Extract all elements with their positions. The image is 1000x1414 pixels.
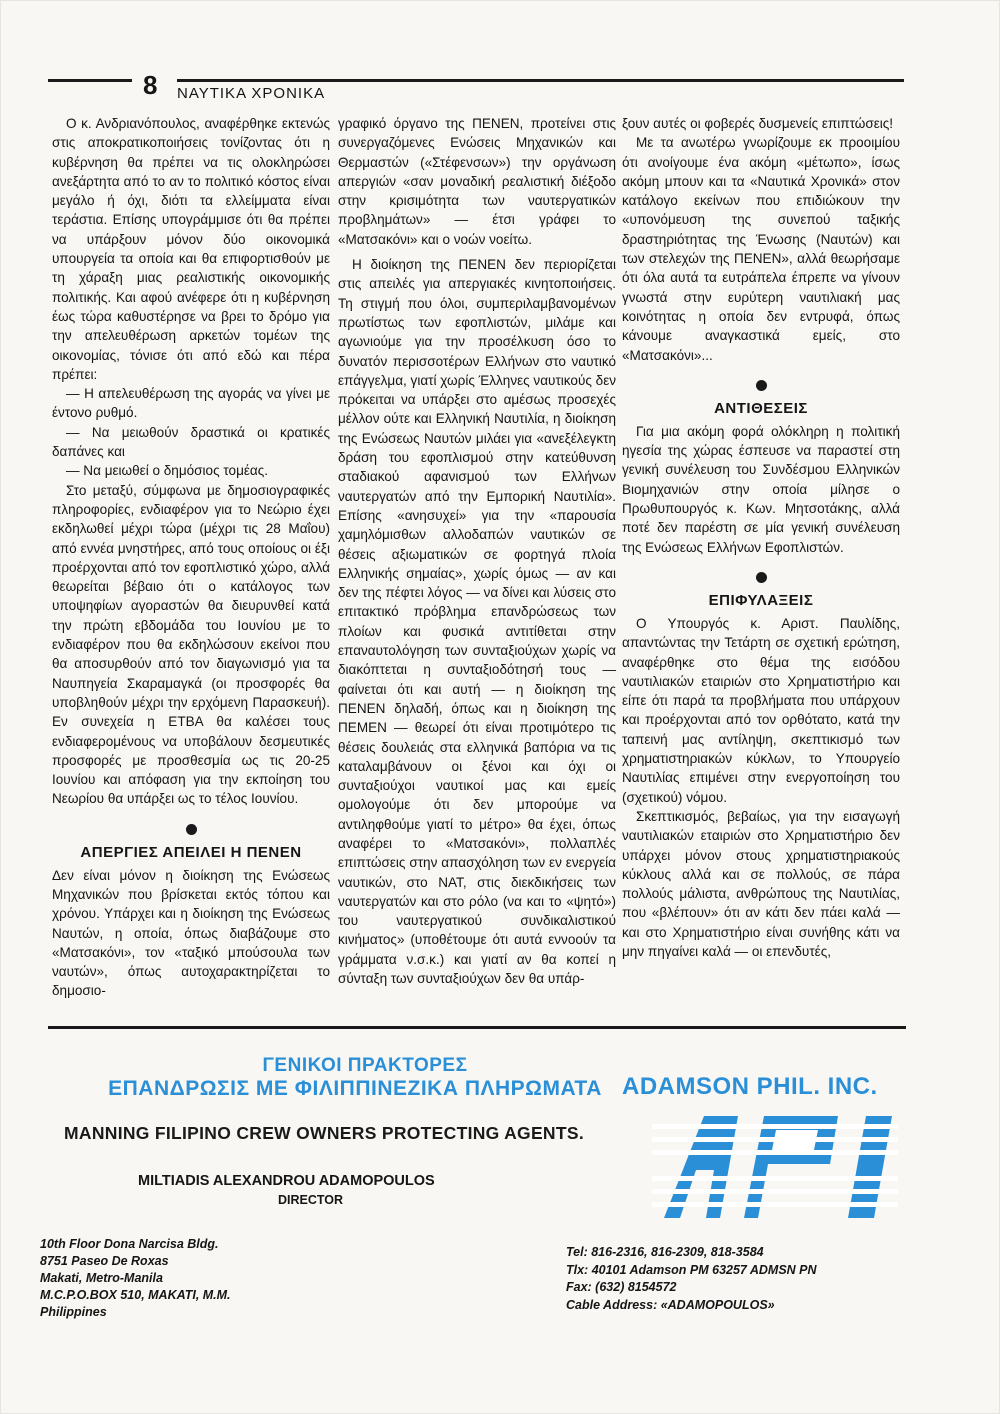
section-bullet [756, 572, 767, 583]
address-line: 10th Floor Dona Narcisa Bldg. [40, 1237, 219, 1251]
advert-top-rule [48, 1026, 906, 1029]
publication-title: ΝΑΥΤΙΚΑ ΧΡΟΝΙΚΑ [177, 85, 326, 102]
header-rule-left [48, 79, 132, 82]
paragraph: Ο Υπουργός κ. Αριστ. Παυλίδης, απαντώντας την Τετάρτη σε σχετική ερώτηση, αναφέρθηκε στο θέμα της εισόδου ναυτιλιακών εταιριών στο Χρηματιστήριο και είπε ότι παρά τα προβλήματα που υπάρχουν και προέρχονται από τον ορθότατο, κατά την ταπεινή μας αντίληψη, σκεπτικισμό των χρηματιστηριακών κύκλων, το Υπουργείο Ναυτιλίας επιμένει στην ενεργοποίηση του (σχετικού) νόμου. [622, 615, 900, 805]
section-heading: ΑΝΤΙΘΕΣΕΙΣ [714, 399, 808, 417]
section-bullet [186, 824, 197, 835]
contact-line: Tel: 816-2316, 816-2309, 818-3584 [566, 1245, 764, 1259]
header-rule-right [177, 79, 904, 82]
paragraph: Η διοίκηση της ΠΕΝΕΝ δεν περιορίζεται στις απειλές για απεργιακές κινητοποιήσεις. Τη στιγμή που όλοι, συμπεριλαμβανομένων πρωτίστως των εφοπλιστών, μιλάμε και αγωνιούμε για την προσέλκυση όσο το δυνατόν περισσοτέρων Ελλήνων στο ναυτικό επάγγελμα, γιατί χωρίς Έλληνες ναυτικούς δεν πρόκειται να υπάρξει στο αμέσως προσεχές μέλλον ούτε και Ελληνική Ναυτιλία, η διοίκηση της Ενώσεως Ναυτών μιλάει για «ανεξέλεγκτη δράση του εφοπλισμού στην κατεύθυνση σταδιακού αφανισμού των Ελλήνων ναυτεργατών από την Εμπορική Ναυτιλία». Επίσης «ανησυχεί» για την «παρουσία χαμηλόμισθων αλλοδαπών ναυτικών σε θέσεις αξιωματικών σε φορτηγά πλοία Ελληνικής σημαίας», χωρίς όμως — αν και δεν της πέφτει λόγος — να δίνει και λύσεις στο επιτακτικό πρόβλημα επανδρώσεως των πλοίων και φυσικά αντιτίθεται στην επαναυτολόγηση των συνταξιούχων χωρίς να διακόπτεται η συνταξιοδότησή τους — φαίνεται ότι και αυτή — η διοίκηση της ΠΕΝΕΝ δηλαδή, όπως και η διοίκηση της ΠΕΜΕΝ — θεωρεί ότι είναι προτιμότερο τις θέσεις δουλειάς στα ελληνικά βαπόρια να τις καταλαμβάνουν οι ξένοι και όχι οι συνταξιούχοι ναυτικοί μας και εμείς ομολογούμε ότι δεν μπορούμε να αντιληφθούμε γιατί το μέτρο» θα έχει, όπως αναφέρει το «Ματσακόνι», πολλαπλές επιπτώσεις στην απασχόληση των εν ενεργεία ναυτικών, στο ΝΑΤ, στις διεκδικήσεις των ναυτεργατών και στο ρόλο (να και το «ψητό») του ναυτεργατικού συνδικαλιστικού κινήματος» (υποθέτουμε ότι αυτά εννοούν τα γράμματα ν.σ.κ.) και γιατί αν θα κοπεί η σύνταξη των συνταξιούχων δεν θα υπάρ- [338, 257, 617, 987]
article-column-3 [622, 114, 900, 961]
paragraph: — Η απελευθέρωση της αγοράς να γίνει με έντονο ρυθμό. [52, 386, 330, 421]
paragraph: γραφικό όργανο της ΠΕΝΕΝ, προτείνει στις συνεργαζόμενες Ενώσεις Μηχανικών και Θερμαστών («Στέφενσων») την οργάνωση απεργιών «σαν μοναδική ρεαλιστική διέξοδο στην κρισιμότητα των ναυτεργατικών προβλημάτων» — έτσι γράφει το «Ματσακόνι» και ο νοών νοείτω. [338, 116, 616, 247]
article-column-2 [338, 114, 616, 988]
address-line: Philippines [40, 1305, 107, 1319]
section-heading: ΑΠΕΡΓΙΕΣ ΑΠΕΙΛΕΙ Η ΠΕΝΕΝ [80, 843, 302, 861]
contact-line: Fax: (632) 8154572 [566, 1280, 677, 1294]
section-bullet [756, 380, 767, 391]
article-column-1 [52, 114, 330, 1001]
paragraph: Με τα ανωτέρω γνωρίζουμε εκ προοιμίου ότι ανοίγουμε ένα ακόμη «μέτωπο», ίσως ακόμη μπουν και τα «Ναυτικά Χρονικά» στον κατάλογο εκείνων που επιδιώκουν την «υπονόμευση της συνεπού ταξικής δραστηριότητας της Ένωσης (Ναυτών) και των στελεχών της ΠΕΝΕΝ», αλλά θεωρήσαμε ότι όλα αυτά τα ευτράπελα έπρεπε να γίνουν γνωστά στην ευρύτερη ναυτιλιακή μας κοινότητας η οποία δεν εντρυφά, όπως κάνουμε αναγκαστικά εμείς, στο «Ματσακόνι»... [622, 135, 900, 363]
advert-director-title: DIRECTOR [278, 1193, 344, 1207]
address-line: 8751 Paseo De Roxas [40, 1254, 169, 1268]
paragraph: Στο μεταξύ, σύμφωνα με δημοσιογραφικές πληροφορίες, ενδιαφέρον για το Νεώριο έχει εκδηλωθεί μέχρι τώρα (μέχρι τις 28 Μαΐου) από εννέα μνηστήρες, από τους οποίους οι έξι προέρχονται από τον εφοπλιστικό χώρο, αλλά θεωρείται βέβαιο ότι ο κατάλογος των υποψηφίων αγοραστών θα διευρυνθεί κατά την πρώτη εβδομάδα του Ιουνίου με το ενδιαφέρον που θα εκδηλώσουν εκείνοι που θα αποσυρθούν από τον διαγωνισμό για τα Ναυπηγεία Σκαραμαγκά (οι προσφορές θα υποβληθούν μέχρι την ερχόμενη Παρασκευή). Εν συνεχεία η ΕΤΒΑ θα καλέσει τους ενδιαφερομένους να υποβάλουν δεσμευτικές προσφορές με προσθεσμία ως τις 20-25 Ιουνίου και απόφαση για την εκποίηση του Νεωρίου θα υπάρξει ως το τέλος Ιουνίου. [52, 482, 330, 807]
paragraph: — Να μειωθούν δραστικά οι κρατικές δαπάνες και [52, 424, 330, 460]
advert-contact [566, 1244, 817, 1314]
advert-greek-title: ΓΕΝΙΚΟΙ ΠΡΑΚΤΟΡΕΣ [262, 1055, 468, 1076]
page-number: 8 [143, 70, 158, 100]
advert-greek-subtitle: ΕΠΑΝΔΡΩΣΙΣ ΜΕ ΦΙΛΙΠΠΙΝΕΖΙΚΑ ΠΛΗΡΩΜΑΤΑ [108, 1077, 602, 1100]
paragraph: ξουν αυτές οι φοβερές δυσμενείς επιπτώσεις! [622, 116, 894, 131]
advert-address [40, 1236, 231, 1321]
paragraph: Δεν είναι μόνον η διοίκηση της Ενώσεως Μηχανικών που βρίσκεται εκτός τόπου και χρόνου. Υπάρχει και η διοίκηση της Ενώσεως Ναυτών, η οποία, όπως διαβάζουμε στο «Ματσακόνι», τον «ταξικό μπούσουλα των ναυτών», όπως αυτοχαρακτηρίζεται το δημοσιο- [52, 867, 330, 999]
api-logo-icon [652, 1110, 898, 1222]
advert-director-name: MILTIADIS ALEXANDROU ADAMOPOULOS [138, 1173, 435, 1189]
contact-line: Tlx: 40101 Adamson PM 63257 ADMSN PN [566, 1262, 817, 1277]
paragraph: Σκεπτικισμός, βεβαίως, για την εισαγωγή ναυτιλιακών εταιριών στο Χρηματιστήριο δεν υπάρχει μόνον στους χρηματιστηριακούς κύκλους αλλά και σε πολλούς, σε πάρα πολλούς μάλιστα, ανθρώπους της Ναυτιλίας, που «βλέπουν» ότι αν κάτι δεν πάει καλά — και στο Χρηματιστήριο είναι συνήθης κάτι να μην πηγαίνει καλά — οι επενδυτές, [622, 808, 900, 959]
address-line: M.C.P.O.BOX 510, MAKATI, M.M. [40, 1288, 231, 1302]
contact-line: Cable Address: «ADAMOPOULOS» [566, 1297, 775, 1312]
paragraph: Για μια ακόμη φορά ολόκληρη η πολιτική ηγεσία της χώρας έσπευσε να παραστεί στη γενική συνέλευση του Συνδέσμου Ελληνικών Βιομηχανιών στην οποία μίλησε ο Πρωθυπουργός κ. Κων. Μητσοτάκης, αλλά ποτέ δεν παρέστη σε μία γενική συνέλευση της Ενώσεως Ελλήνων Εφοπλιστών. [622, 423, 900, 555]
advert-brand-name: ADAMSON PHIL. INC. [622, 1073, 878, 1100]
advert-tagline: MANNING FILIPINO CREW OWNERS PROTECTING AGENTS. [64, 1123, 584, 1143]
section-heading: ΕΠΙΦΥΛΑΞΕΙΣ [708, 591, 814, 609]
address-line: Makati, Metro-Manila [40, 1271, 163, 1285]
paragraph: Ο κ. Ανδριανόπουλος, αναφέρθηκε εκτενώς στις αποκρατικοποιήσεις τονίζοντας ότι η κυβέρνηση θα πρέπει να τις ολοκληρώσει ανεξάρτητα από το αν το πολιτικό κόστος είναι μεγάλο ή όχι, διότι τα ελλείμματα είναι τεράστια. Επίσης υπογράμμισε ότι θα πρέπει να υπάρξουν μόνον δύο οικονομικά υπουργεία τα οποία και θα επιφορτισθούν με τη χάραξη μιας ρεαλιστικής οικονομικής πολιτικής. Και αφού ανέφερε ότι η κυβέρνηση έως τώρα καθυστέρησε να βρει το δρόμο για την απελευθέρωση αρκετών τομέων της οικονομίας, τόνισε ότι από εδώ και πέρα πρέπει: [52, 116, 330, 382]
paragraph: — Να μειωθεί ο δημόσιος τομέας. [66, 463, 269, 479]
